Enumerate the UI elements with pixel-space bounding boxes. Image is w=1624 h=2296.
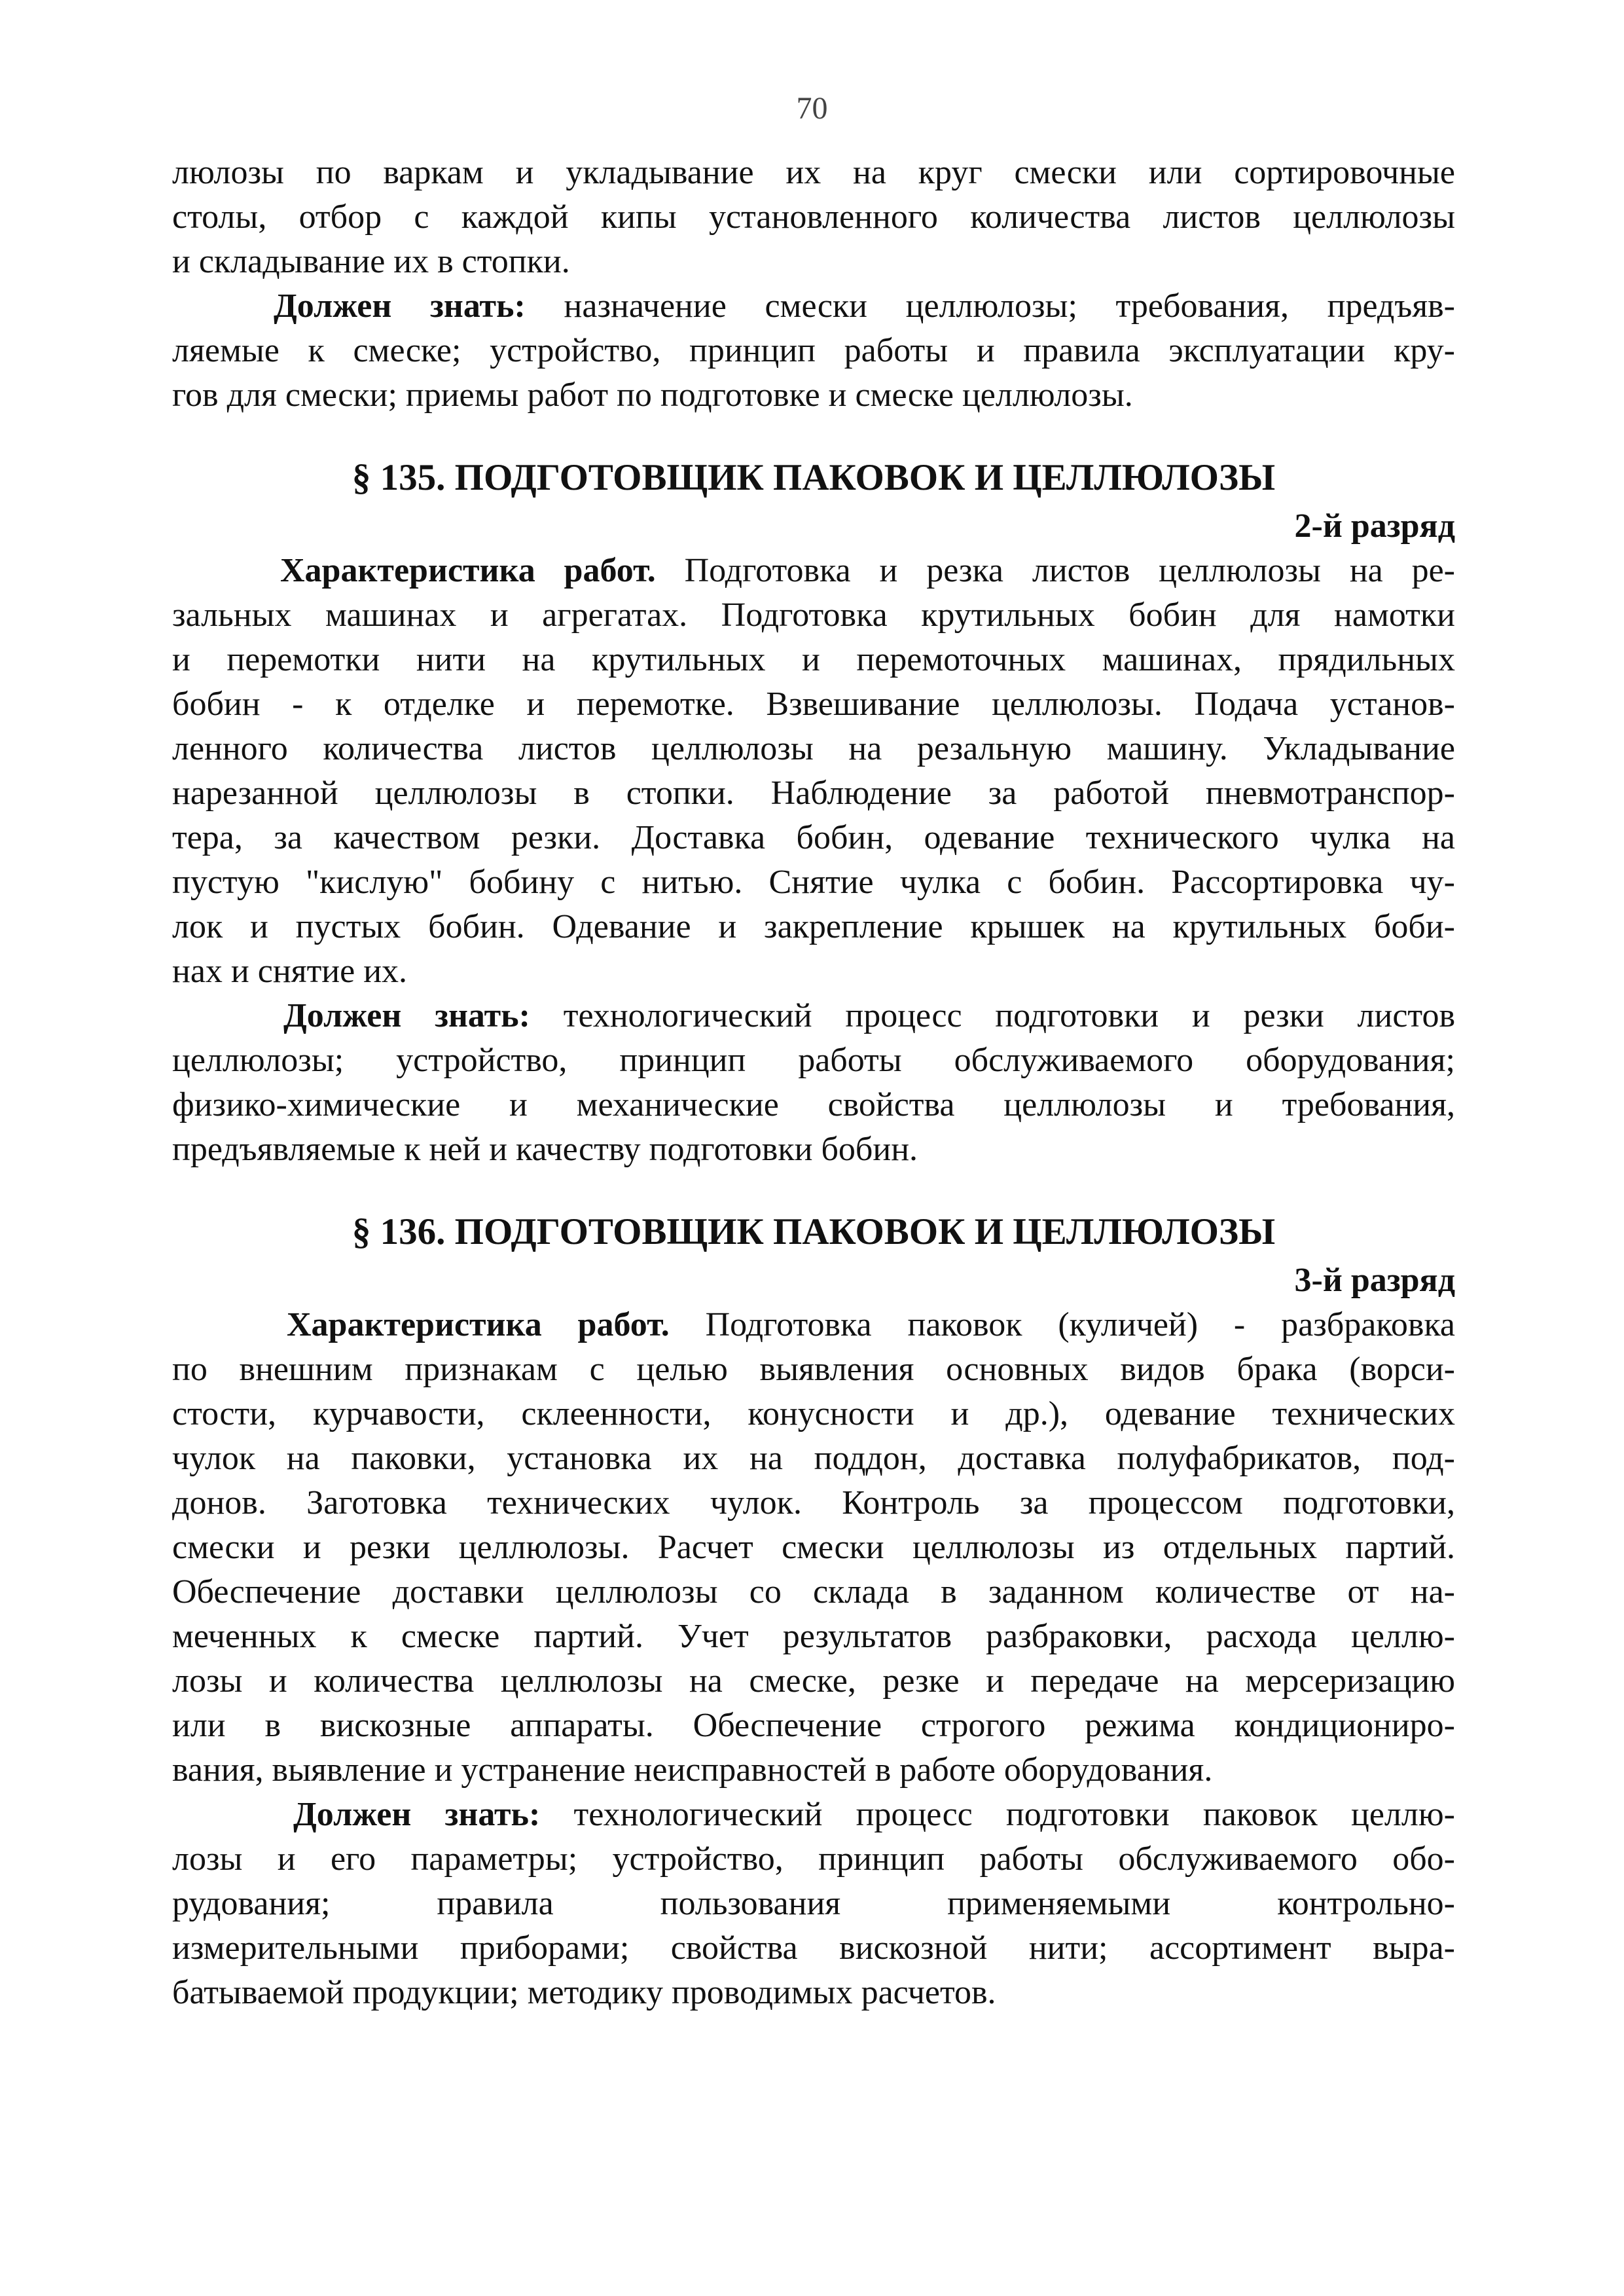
must-know-label: Должен знать: bbox=[274, 287, 526, 325]
text-line: столы, отбор с каждой кипы установленного количества листов целлюлозы bbox=[172, 198, 1455, 236]
section-title: § 135. ПОДГОТОВЩИК ПАКОВОК И ЦЕЛЛЮЛОЗЫ bbox=[352, 457, 1276, 498]
text-line: нах и снятие их. bbox=[172, 953, 408, 990]
text-line: Характеристика работ. Подготовка паковок (куличей) - разбраковка bbox=[287, 1306, 1456, 1343]
must-know-label: Должен знать: bbox=[283, 997, 530, 1034]
text-line: Характеристика работ. Подготовка и резка листов целлюлозы на ре- bbox=[280, 552, 1455, 589]
page-number: 70 bbox=[796, 91, 828, 126]
page-content bbox=[172, 151, 1455, 2015]
work-char-label: Характеристика работ. bbox=[280, 552, 656, 589]
text-line: Должен знать: назначение смески целлюлозы; требования, предъяв- bbox=[274, 287, 1455, 325]
text-line: бобин - к отделке и перемотке. Взвешивание целлюлозы. Подача установ- bbox=[172, 685, 1455, 723]
text-line: люлозы по варкам и укладывание их на круг смески или сортировочные bbox=[172, 154, 1455, 191]
text-line: измерительными приборами; свойства вискозной нити; ассортимент выра- bbox=[172, 1929, 1455, 1967]
work-char-label: Характеристика работ. bbox=[287, 1306, 670, 1343]
text-line: или в вискозные аппараты. Обеспечение строгого режима кондициониро- bbox=[172, 1707, 1455, 1744]
text-line: ленного количества листов целлюлозы на резальную машину. Укладывание bbox=[172, 730, 1455, 767]
text-line: батываемой продукции; методику проводимых расчетов. bbox=[172, 1974, 996, 2011]
text-line: и складывание их в стопки. bbox=[172, 243, 570, 280]
section-grade: 3-й разряд bbox=[1294, 1262, 1455, 1299]
text-line: пустую "кислую" бобину с нитью. Снятие чулка с бобин. Рассортировка чу- bbox=[172, 864, 1455, 901]
text-line: меченных к смеске партий. Учет результатов разбраковки, расхода целлю- bbox=[172, 1618, 1455, 1655]
text-line: Должен знать: технологический процесс подготовки и резки листов bbox=[283, 997, 1456, 1034]
text-line: лозы и его параметры; устройство, принцип работы обслуживаемого обо- bbox=[172, 1840, 1455, 1878]
text-line: вания, выявление и устранение неисправностей в работе оборудования. bbox=[172, 1751, 1213, 1789]
text-line: зальных машинах и агрегатах. Подготовка крутильных бобин для намотки bbox=[172, 596, 1455, 634]
text-line: тера, за качеством резки. Доставка бобин, одевание технического чулка на bbox=[172, 819, 1455, 856]
text-line: рудования; правила пользования применяемыми контрольно- bbox=[172, 1885, 1455, 1922]
text-line: гов для смески; приемы работ по подготовке и смеске целлюлозы. bbox=[172, 376, 1133, 414]
text-line: физико-химические и механические свойства целлюлозы и требования, bbox=[172, 1086, 1455, 1123]
must-know-label: Должен знать: bbox=[293, 1796, 541, 1833]
section-grade: 2-й разряд bbox=[1294, 507, 1455, 545]
text-line: ляемые к смеске; устройство, принцип работы и правила эксплуатации кру- bbox=[172, 332, 1455, 369]
text-line: чулок на паковки, установка их на поддон, доставка полуфабрикатов, под- bbox=[172, 1440, 1455, 1477]
text-line: целлюлозы; устройство, принцип работы обслуживаемого оборудования; bbox=[172, 1042, 1455, 1079]
text-line: стости, курчавости, склеенности, конусности и др.), одевание технических bbox=[172, 1395, 1455, 1432]
text-line: донов. Заготовка технических чулок. Контроль за процессом подготовки, bbox=[172, 1484, 1455, 1522]
text-line: по внешним признакам с целью выявления основных видов брака (ворси- bbox=[172, 1351, 1455, 1388]
text-line: лозы и количества целлюлозы на смеске, резке и передаче на мерсеризацию bbox=[172, 1662, 1455, 1700]
text-line: и перемотки нити на крутильных и перемоточных машинах, прядильных bbox=[172, 641, 1455, 678]
section-title: § 136. ПОДГОТОВЩИК ПАКОВОК И ЦЕЛЛЮЛОЗЫ bbox=[352, 1211, 1276, 1252]
text-line: предъявляемые к ней и качеству подготовки бобин. bbox=[172, 1131, 918, 1168]
text-line: Должен знать: технологический процесс подготовки паковок целлю- bbox=[293, 1796, 1455, 1833]
text-line: нарезанной целлюлозы в стопки. Наблюдение за работой пневмотранспор- bbox=[172, 774, 1455, 812]
text-line: Обеспечение доставки целлюлозы со склада в заданном количестве от на- bbox=[172, 1573, 1455, 1611]
text-line: лок и пустых бобин. Одевание и закрепление крышек на крутильных боби- bbox=[172, 908, 1455, 945]
text-line: смески и резки целлюлозы. Расчет смески целлюлозы из отдельных партий. bbox=[172, 1529, 1455, 1566]
